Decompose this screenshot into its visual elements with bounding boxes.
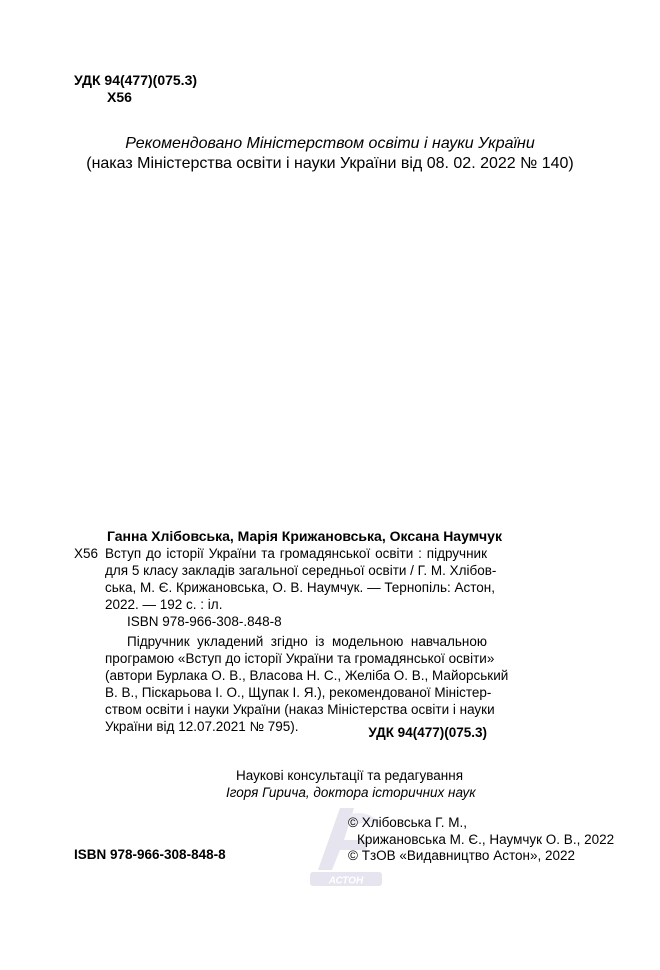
card-desc-line: ська, М. Є. Крижановська, О. В. Наумчук. — Тернопіль: Астон, <box>105 580 496 595</box>
udk-top: УДК 94(477)(075.3) <box>74 72 198 88</box>
card-desc-line: для 5 класу закладів загальної середньої освіти / Г. М. Хлібов- <box>105 563 497 578</box>
card-desc-line: 2022. — 192 с. : іл. <box>105 597 223 612</box>
consult-line1: Наукові консультації та редагування <box>236 768 464 783</box>
recommendation-line1: Рекомендовано Міністерством освіти і науки України <box>125 135 535 152</box>
consult-line2: Ігоря Гирича, доктора історичних наук <box>226 785 476 800</box>
card-note-line: Підручник укладений згідно із модельною навчальною <box>127 634 487 649</box>
code-top: Х56 <box>107 89 132 105</box>
copyright-line2: Крижановська М. Є., Наумчук О. В., 2022 <box>357 832 615 847</box>
card-note-line: програмою «Вступ до історії України та громадянської освіти» <box>105 651 495 666</box>
copyright-line1: © Хлібовська Г. М., <box>348 815 467 830</box>
card-authors: Ганна Хлібовська, Марія Крижановська, Оксана Наумчук <box>107 528 502 544</box>
card-udk: УДК 94(477)(075.3) <box>368 725 487 740</box>
card-note-line: (автори Бурлака О. В., Власова Н. С., Желіба О. В., Майорський <box>105 668 509 683</box>
card-desc-line: Вступ до історії України та громадянської освіти : підручник <box>105 546 487 561</box>
card-note-line: України від 12.07.2021 № 795). <box>105 719 299 734</box>
card-note-line: ством освіти і науки України (наказ Міністерства освіти і науки <box>105 702 495 717</box>
svg-text:АСТОН: АСТОН <box>328 875 364 887</box>
isbn-bottom: ISBN 978-966-308-848-8 <box>74 847 226 862</box>
card-note-line: В. В., Піскарьова І. О., Щупак І. Я.), рекомендованої Міністер- <box>105 685 492 700</box>
copyright-line3: © ТзОВ «Видавництво Астон», 2022 <box>348 848 575 863</box>
recommendation-line2: (наказ Міністерства освіти і науки України від 08. 02. 2022 № 140) <box>86 155 574 172</box>
card-isbn: ISBN 978-966-308-.848-8 <box>127 614 282 629</box>
card-code: Х56 <box>74 546 99 561</box>
